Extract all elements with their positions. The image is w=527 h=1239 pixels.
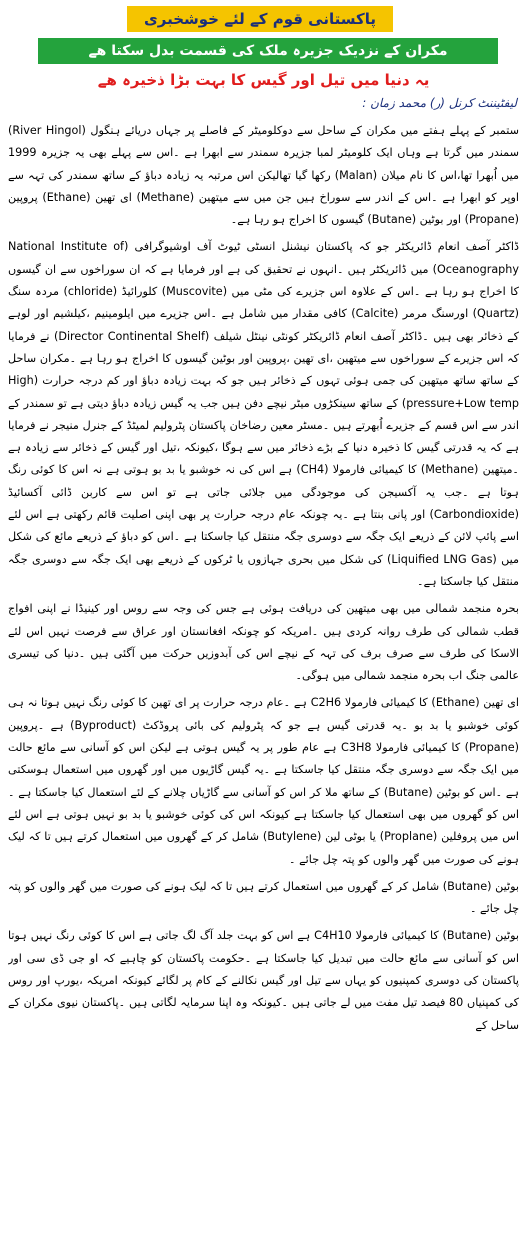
article-body (8, 120, 519, 1235)
paragraph: بحرہ منجمد شمالی میں بھی میتھین کی دریافت ہوئی ہے جس کی وجہ سے روس اور کینیڈا نے اپنی افواج قطب شمالی کی طرف روانہ کردی ہیں ۔امریکہ کو چونکہ افغانستان اور عراق سے فرصت نہیں اس لئے الاسکا کی طرف سے صرف برف کی تہہ کے نیچے اس کی آبدوزیں حرکت میں آگئی ہیں ۔دنیا کی تیسری عالمی جنگ اب بحرہ منجمد شمالی میں ہوگی۔ (8, 602, 519, 683)
paragraph: ڈاکٹر آصف انعام ڈائریکٹر جو کہ پاکستان نیشنل انسٹی ٹیوٹ آف اوشیوگرافی (National Institute of Oceanography) میں ڈائریکٹر ہیں ۔انہوں نے تحقیق کی ہے اور فرمایا ہے کہ ان سوراخوں سے ان گیسوں کا اخراج ہو رہا ہے ۔اس کے علاوہ اس جزیرے کی مٹی میں (Muscovite) کلورائیڈ (chloride) مردہ سنگ (Quartz) اورسنگ مرمر (Calcite) کافی مقدار میں شامل ہے ۔اس جزیرے میں ایلومینیم ،کیلشیم اور لوہے کے ذخائر بھی ہیں ۔ڈاکٹر آصف انعام ڈائریکٹر کونٹی نینٹل شیلف (Director Continental Shelf) نے فرمایا کہ اس جزیرے کے سوراخوں سے میتھین ،ای تھین ،پروپین اور بوٹین گیسوں کا اخراج ہو رہا ہے ۔مکران ساحل کے ساتھ ساتھ میتھین کی جمی ہوئی تہوں کے ذخائر ہیں جو کہ بہت زیادہ دباؤ اور کم درجہ حرارت (High pressure+Low temp) کے ساتھ سینکڑوں میٹر نیچے دفن ہیں جب یہ گیس زیادہ دباؤ دیتی ہے تو سمندر کے اندر سے اس قسم کے جزیرے اُبھرتے ہیں ۔مسٹر معین رضاخان پاکستان پٹرولیم لمیٹڈ کے جنرل منیجر نے فرمایا ہے کہ یہ قدرتی گیس کا ذخیرہ دنیا کے بڑے ذخائر میں سے ہوگا ،کیونکہ ،تیل اور گیس کے ذخائر سے زیادہ ہے ۔میتھین (Methane) کا کیمیائی فارمولا (CH4) ہے اس کی نہ خوشبو یا بد بو ہوتی ہے نہ اس کا کوئی رنگ ہوتا ہے ۔جب یہ آکسیجن کی موجودگی میں جلائی جاتی ہے تو اس سے کاربن ڈائی آکسائیڈ (Carbondioxide) اور پانی بنتا ہے ۔یہ چونکہ عام درجہ حرارت پر بھی اپنی اصلیت قائم رکھتی ہے اس لئے اسے پائپ لائن کے ذریعے ایک جگہ سے دوسری جگہ منتقل کیا جاسکتا ہے ۔اس کو دباؤ کے ذریعے مائع کی شکل میں (Liquified LNG Gas) کی شکل میں بحری جہازوں یا ٹرکوں کے ذریعے بھی ایک جگہ سے دوسری جگہ منتقل کیا جاسکتا ہے۔ (8, 240, 519, 588)
paragraph: ای تھین (Ethane) کا کیمیائی فارمولا C2H6 ہے ۔عام درجہ حرارت پر ای تھین کا کوئی رنگ نہیں ہوتا نہ ہی کوئی خوشبو یا بد بو ۔یہ قدرتی گیس ہے جو کہ پٹرولیم کی بائی پروڈکٹ (Byproduct) ہے ۔پروپین (Propane) کا کیمیائی فارمولا C3H8 ہے عام طور پر یہ گیس ہوتی ہے لیکن اس کو آسانی سے مائع حالت میں ایک جگہ سے دوسری جگہ منتقل کیا جاسکتا ہے ۔یہ گیس گاڑیوں میں اور گھروں میں استعمال ہوسکتی ہے ۔اس کو بوٹین (Butane) کے ساتھ ملا کر اس کو آسانی سے گاڑیاں چلانے کے لئے استعمال کیا جاسکتا ہے ۔اس کو گھروں میں بھی استعمال کیا جاسکتا ہے کیونکہ اس کی کوئی خوشبو یا بد بو نہیں ہوتی ہے اس لئے اس میں پروفلین (Proplane) یا بوٹی لین (Butylene) شامل کر کے گھروں میں استعمال کرتے ہیں تا کہ لیک ہونے کی صورت میں گھر والوں کو پتہ چل جائے ۔ (8, 696, 519, 866)
author-byline: لیفٹیننٹ کرنل (ر) محمد زمان : (362, 96, 517, 110)
paragraph: بوٹین (Butane) شامل کر کے گھروں میں استعمال کرتے ہیں تا کہ لیک ہونے کی صورت میں گھر والوں کو پتہ چل جائے ۔ (8, 879, 519, 916)
paragraph: بوٹین (Butane) کا کیمیائی فارمولا C4H10 ہے اس کو بہت جلد آگ لگ جاتی ہے اس کا کوئی رنگ نہیں ہوتا اس کو آسانی سے مائع حالت میں تبدیل کیا جاسکتا ہے ۔حکومت پاکستان کو چاہیے کہ او جی ڈی سی اور پاکستان کی دوسری کمپنیوں کو یہاں سے تیل اور گیس نکالنے کے کام پر لگائے کیونکہ امریکہ ،یورپ اور روس کی کمپنیاں 80 فیصد تیل مفت میں لے جاتی ہیں ۔کیونکہ وہ اپنا سرمایہ لگاتی ہیں ۔پاکستان نیوی مکران کے ساحل کے (8, 929, 519, 1032)
highlight-headline: یہ دنیا میں تیل اور گیس کا بہت بڑا ذخیرہ ھے (97, 71, 430, 89)
subheadline-banner: مکران کے نزدیک جزیرہ ملک کی قسمت بدل سکتا ھے (38, 38, 498, 64)
headline-banner: پاکستانی قوم کے لئے خوشخبری (127, 6, 393, 32)
paragraph: ستمبر کے پہلے ہفتے میں مکران کے ساحل سے دوکلومیٹر کے فاصلے پر جہاں دریائے ہنگول (River Hingol) سمندر میں گرتا ہے وہاں ایک کلومیٹر لمبا جزیرہ سمندر سے ابھرا ہے ۔اس سے پہلے بھی یہ جزیرہ 1999 میں اُبھرا تھا،اس کا نام میلان (Malan) رکھا گیا تھالیکن اس مرتبہ یہ زیادہ دباؤ کے ساتھ سمندر کی تہہ سے اوپر کو ابھرا ہے ۔اس کے اندر سے سوراخ ہیں جن میں سے میتھین (Methane) ای تھین (Ethane) پروپین (Propane) اور بوٹین (Butane) گیسوں کا اخراج ہو رہا ہے۔ (8, 124, 519, 227)
